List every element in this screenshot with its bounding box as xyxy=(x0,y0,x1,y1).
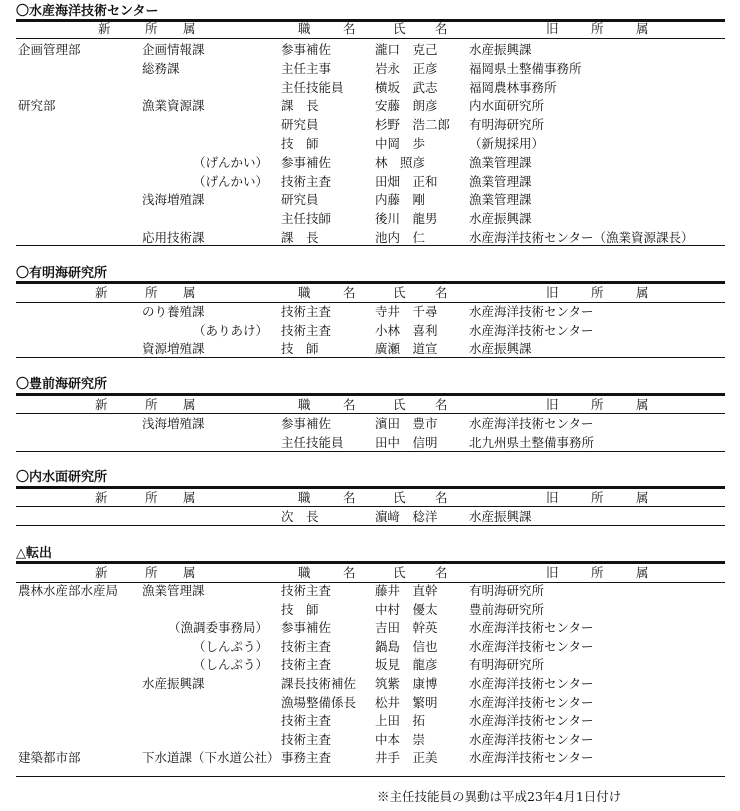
table-row xyxy=(0,321,740,340)
name: 上田 拓 xyxy=(375,713,426,728)
position: 技術主査 xyxy=(281,657,332,672)
name: 松井 繁明 xyxy=(375,695,438,710)
old-dept: 研究部 xyxy=(18,98,56,113)
header-old-sho: 所 xyxy=(591,565,604,580)
table-row xyxy=(0,172,740,191)
position: 主任技師 xyxy=(281,211,332,226)
previous-post: 水産海洋技術センター xyxy=(469,323,594,338)
position: 技術主査 xyxy=(281,174,332,189)
section-rule-bottom xyxy=(16,245,725,246)
position: 事務主査 xyxy=(281,750,332,765)
position: 主任技能員 xyxy=(281,80,344,95)
previous-post: 水産振興課 xyxy=(469,211,532,226)
header-position-mei: 名 xyxy=(343,397,356,412)
name: 内藤 剛 xyxy=(375,192,426,207)
new-section: （しんぷう） xyxy=(192,657,268,672)
new-section: （しんぷう） xyxy=(192,639,268,654)
header-sho: 所 xyxy=(145,285,158,300)
header-name: 氏 xyxy=(393,21,406,36)
header-old-sho: 所 xyxy=(591,21,604,36)
name: 後川 龍男 xyxy=(375,211,438,226)
position: 技術主査 xyxy=(281,304,332,319)
position: 技術主査 xyxy=(281,323,332,338)
name: 濱田 豊市 xyxy=(375,416,438,431)
header-position-mei: 名 xyxy=(343,285,356,300)
name: 濵﨑 稔洋 xyxy=(375,509,438,524)
section-title: 〇有明海研究所 xyxy=(16,266,108,281)
name: 田中 信明 xyxy=(375,435,438,450)
table-row xyxy=(0,600,740,619)
position: 主任主事 xyxy=(281,61,332,76)
new-section: 資源増殖課 xyxy=(142,341,205,356)
name: 寺井 千尋 xyxy=(375,304,438,319)
table-row xyxy=(0,153,740,172)
table-row xyxy=(0,339,740,358)
table-row xyxy=(0,693,740,712)
column-header xyxy=(0,397,740,413)
new-section: 浅海増殖課 xyxy=(142,416,205,431)
header-zoku: 属 xyxy=(183,490,196,505)
table-row xyxy=(0,507,740,526)
new-section: 漁業資源課 xyxy=(142,98,205,113)
previous-post: 有明海研究所 xyxy=(469,117,545,132)
previous-post: 水産海洋技術センター xyxy=(469,750,594,765)
header-sho: 所 xyxy=(145,565,158,580)
section-title: 〇豊前海研究所 xyxy=(16,377,108,392)
name: 廣瀬 道宣 xyxy=(375,341,438,356)
position: 技術主査 xyxy=(281,713,332,728)
name: 林 照彦 xyxy=(375,155,426,170)
table-row xyxy=(0,433,740,452)
new-section: 総務課 xyxy=(142,61,180,76)
previous-post: 水産海洋技術センター xyxy=(469,676,594,691)
table-row xyxy=(0,730,740,749)
table-row xyxy=(0,711,740,730)
previous-post: 内水面研究所 xyxy=(469,98,545,113)
name: 中本 崇 xyxy=(375,732,426,747)
old-dept: 企画管理部 xyxy=(18,42,81,57)
section-title: △転出 xyxy=(16,546,52,561)
section-rule-thick xyxy=(16,561,725,564)
previous-post: 水産海洋技術センター（漁業資源課長） xyxy=(469,230,694,245)
position: 漁場整備係長 xyxy=(281,695,357,710)
table-row xyxy=(0,209,740,228)
header-old-zoku: 属 xyxy=(636,397,649,412)
header-name-mei: 名 xyxy=(435,490,448,505)
header-name: 氏 xyxy=(393,397,406,412)
new-section: のり養殖課 xyxy=(142,304,205,319)
header-name-mei: 名 xyxy=(435,565,448,580)
header-name-mei: 名 xyxy=(435,397,448,412)
header-position-mei: 名 xyxy=(343,565,356,580)
table-row xyxy=(0,302,740,321)
new-section: （ありあけ） xyxy=(192,323,268,338)
new-section: 浅海増殖課 xyxy=(142,192,205,207)
table-row xyxy=(0,637,740,656)
table-row xyxy=(0,190,740,209)
name: 中村 優太 xyxy=(375,602,438,617)
previous-post: 北九州県土整備事務所 xyxy=(469,435,595,450)
header-position: 職 xyxy=(298,565,311,580)
header-old-sho: 所 xyxy=(591,397,604,412)
new-section: （げんかい） xyxy=(192,174,268,189)
position: 技 師 xyxy=(281,341,319,356)
previous-post: 漁業管理課 xyxy=(469,174,532,189)
position: 技術主査 xyxy=(281,639,332,654)
position: 参事補佐 xyxy=(281,416,332,431)
position: 技術主査 xyxy=(281,583,332,598)
header-old-zoku: 属 xyxy=(636,21,649,36)
section-rule-bottom xyxy=(16,451,725,452)
column-header xyxy=(0,565,740,581)
table-row xyxy=(0,655,740,674)
new-section: （漁調委事務局） xyxy=(167,620,268,635)
table-row xyxy=(0,134,740,153)
table-row xyxy=(0,748,740,767)
column-header xyxy=(0,21,740,37)
previous-post: 水産海洋技術センター xyxy=(469,732,594,747)
name: 中岡 歩 xyxy=(375,136,426,151)
table-row xyxy=(0,414,740,433)
table-row xyxy=(0,59,740,78)
header-old-sho: 所 xyxy=(591,490,604,505)
header-new: 新 xyxy=(95,285,108,300)
position: 課 長 xyxy=(281,98,319,113)
previous-post: 有明海研究所 xyxy=(469,583,545,598)
previous-post: 水産海洋技術センター xyxy=(469,416,594,431)
name: 池内 仁 xyxy=(375,230,426,245)
position: 主任技能員 xyxy=(281,435,344,450)
header-position-mei: 名 xyxy=(343,490,356,505)
position: 研究員 xyxy=(281,117,319,132)
header-sho: 所 xyxy=(145,21,158,36)
position: 参事補佐 xyxy=(281,620,332,635)
header-name: 氏 xyxy=(393,490,406,505)
previous-post: 水産海洋技術センター xyxy=(469,695,594,710)
header-position-mei: 名 xyxy=(343,21,356,36)
position: 課長技術補佐 xyxy=(281,676,357,691)
table-row xyxy=(0,618,740,637)
section-rule-bottom xyxy=(16,357,725,358)
new-section: 企画情報課 xyxy=(142,42,205,57)
previous-post: 漁業管理課 xyxy=(469,155,532,170)
name: 安藤 朗彦 xyxy=(375,98,438,113)
old-dept: 農林水産部水産局 xyxy=(18,583,119,598)
header-old: 旧 xyxy=(546,565,559,580)
previous-post: 福岡農林事務所 xyxy=(469,80,557,95)
name: 横坂 武志 xyxy=(375,80,438,95)
previous-post: （新規採用） xyxy=(469,136,545,151)
header-old-zoku: 属 xyxy=(636,490,649,505)
table-row xyxy=(0,78,740,97)
name: 藤井 直幹 xyxy=(375,583,438,598)
name: 吉田 幹英 xyxy=(375,620,438,635)
previous-post: 豊前海研究所 xyxy=(469,602,545,617)
table-row xyxy=(0,96,740,115)
position: 参事補佐 xyxy=(281,155,332,170)
previous-post: 水産海洋技術センター xyxy=(469,639,594,654)
header-position: 職 xyxy=(298,397,311,412)
header-zoku: 属 xyxy=(183,397,196,412)
header-new: 新 xyxy=(95,565,108,580)
previous-post: 水産振興課 xyxy=(469,509,532,524)
previous-post: 漁業管理課 xyxy=(469,192,532,207)
table-row xyxy=(0,40,740,59)
name: 小林 喜利 xyxy=(375,323,438,338)
new-section: （げんかい） xyxy=(192,155,268,170)
header-old: 旧 xyxy=(546,397,559,412)
header-zoku: 属 xyxy=(183,285,196,300)
table-row xyxy=(0,115,740,134)
section-rule-thick xyxy=(16,393,725,396)
previous-post: 福岡県土整備事務所 xyxy=(469,61,582,76)
previous-post: 水産海洋技術センター xyxy=(469,713,594,728)
header-position: 職 xyxy=(298,21,311,36)
position: 技術主査 xyxy=(281,732,332,747)
header-name-mei: 名 xyxy=(435,285,448,300)
position: 参事補佐 xyxy=(281,42,332,57)
name: 岩永 正彦 xyxy=(375,61,438,76)
column-header xyxy=(0,285,740,301)
position: 次 長 xyxy=(281,509,319,524)
new-section: 応用技術課 xyxy=(142,230,205,245)
name: 筑紫 康博 xyxy=(375,676,438,691)
header-zoku: 属 xyxy=(183,21,196,36)
new-section: 下水道課（下水道公社） xyxy=(142,750,280,765)
header-old-sho: 所 xyxy=(591,285,604,300)
table-row xyxy=(0,581,740,600)
section-rule-bottom xyxy=(16,525,725,526)
position: 技 師 xyxy=(281,136,319,151)
name: 鍋島 信也 xyxy=(375,639,438,654)
header-new: 新 xyxy=(95,490,108,505)
header-sho: 所 xyxy=(145,397,158,412)
header-sho: 所 xyxy=(145,490,158,505)
name: 坂見 龍彦 xyxy=(375,657,438,672)
position: 課 長 xyxy=(281,230,319,245)
header-new: 新 xyxy=(98,21,111,36)
header-name: 氏 xyxy=(393,565,406,580)
section-rule-bottom xyxy=(16,776,725,777)
position: 技 師 xyxy=(281,602,319,617)
section-title: 〇水産海洋技術センター xyxy=(16,4,159,19)
previous-post: 有明海研究所 xyxy=(469,657,545,672)
table-row xyxy=(0,674,740,693)
column-header xyxy=(0,490,740,506)
name: 瀧口 克己 xyxy=(375,42,438,57)
old-dept: 建築都市部 xyxy=(18,750,81,765)
position: 研究員 xyxy=(281,192,319,207)
section-rule-thick xyxy=(16,281,725,284)
name: 杉野 浩二郎 xyxy=(375,117,451,132)
previous-post: 水産振興課 xyxy=(469,341,532,356)
name: 井手 正美 xyxy=(375,750,438,765)
header-old: 旧 xyxy=(546,21,559,36)
header-new: 新 xyxy=(95,397,108,412)
header-position: 職 xyxy=(298,285,311,300)
section-rule-thin xyxy=(16,38,725,39)
section-title: 〇内水面研究所 xyxy=(16,470,108,485)
name: 田畑 正和 xyxy=(375,174,438,189)
header-old-zoku: 属 xyxy=(636,565,649,580)
header-old-zoku: 属 xyxy=(636,285,649,300)
section-rule-thick xyxy=(16,486,725,489)
previous-post: 水産海洋技術センター xyxy=(469,620,594,635)
header-name-mei: 名 xyxy=(435,21,448,36)
header-old: 旧 xyxy=(546,490,559,505)
new-section: 水産振興課 xyxy=(142,676,205,691)
header-old: 旧 xyxy=(546,285,559,300)
header-position: 職 xyxy=(298,490,311,505)
previous-post: 水産海洋技術センター xyxy=(469,304,594,319)
header-zoku: 属 xyxy=(183,565,196,580)
header-name: 氏 xyxy=(393,285,406,300)
new-section: 漁業管理課 xyxy=(142,583,205,598)
footnote: ※主任技能員の異動は平成23年4月1日付け xyxy=(377,789,622,804)
previous-post: 水産振興課 xyxy=(469,42,532,57)
